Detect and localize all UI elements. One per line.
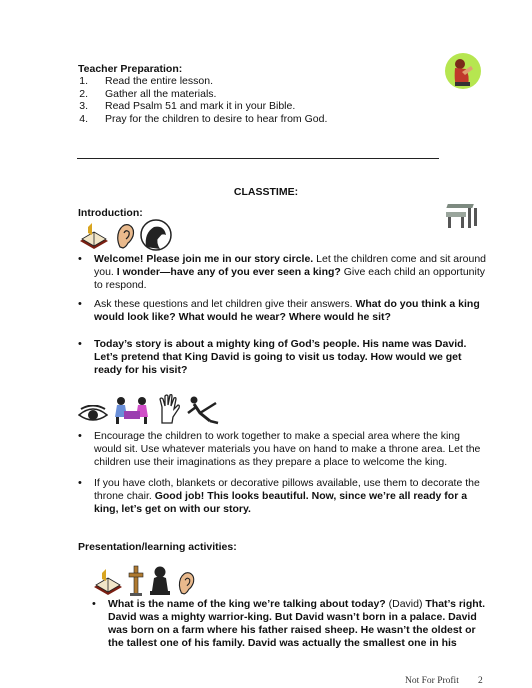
children-working-icon — [112, 395, 152, 425]
stretching-person-icon — [186, 395, 220, 425]
bible-icon — [78, 221, 110, 251]
presentation-title: Presentation/learning activities: — [78, 541, 237, 553]
list-item: 1. Read the entire lesson. — [79, 75, 213, 87]
hand-icon — [156, 393, 182, 425]
list-item: • Welcome! Please join me in our story circle. Let the children come and sit around you. I wonder—have any of you ever seen a king? Give each child an opportunity to respond. — [78, 253, 486, 291]
teacher-praying-icon — [444, 52, 482, 90]
prep-title: Teacher Preparation: — [78, 63, 183, 75]
list-item: • If you have cloth, blankets or decorative pillows available, use them to decorate the throne chair. Good job! This looks beautiful. Now, since we’re all ready for a king, let’s get on with our story. — [78, 477, 480, 515]
list-item: 3. Read Psalm 51 and mark it in your Bible. — [79, 100, 296, 112]
presentation-icons — [92, 565, 196, 597]
page-number: 2 — [478, 676, 483, 686]
ear-icon — [176, 569, 196, 597]
kneeling-child-icon — [148, 565, 172, 597]
praying-head-icon — [140, 219, 172, 251]
list-item: • What is the name of the king we’re talking about today? (David) That’s right. David was a mighty warrior-king. But David wasn’t born in a palace. David was born on a farm where his father raised sheep. He wasn’t the oldest or the tallest one of his family. David was actually the smallest one in his — [92, 598, 486, 649]
introduction-title: Introduction: — [78, 207, 143, 219]
bible-icon — [92, 567, 124, 597]
list-item: 2. Gather all the materials. — [79, 87, 217, 100]
section-heading-classtime: CLASSTIME: — [233, 186, 299, 198]
chair-desk-icon — [444, 198, 482, 230]
list-item: • Ask these questions and let children give their answers. What do you think a king would look like? What would he wear? Where would he sit? — [78, 298, 480, 323]
introduction-icons — [78, 219, 172, 251]
prep-list — [78, 75, 328, 125]
divider — [77, 158, 439, 159]
cross-icon — [128, 565, 144, 597]
eye-icon — [78, 405, 108, 425]
list-item: • Encourage the children to work together to make a special area where the king would sit. Use whatever materials you have on hand to make a throne area. Let the children use their imaginations as they prepare a place to welcome the king. — [78, 430, 481, 468]
list-item: 4. Pray for the children to desire to hear from God. — [79, 112, 328, 125]
ear-icon — [114, 221, 136, 251]
footer-note: Not For Profit — [405, 676, 459, 686]
activity-icons — [78, 393, 220, 425]
list-item: • Today’s story is about a mighty king of God’s people. His name was David. Let’s pretend that King David is going to visit us today. How would we get ready for his visit? — [78, 338, 467, 376]
